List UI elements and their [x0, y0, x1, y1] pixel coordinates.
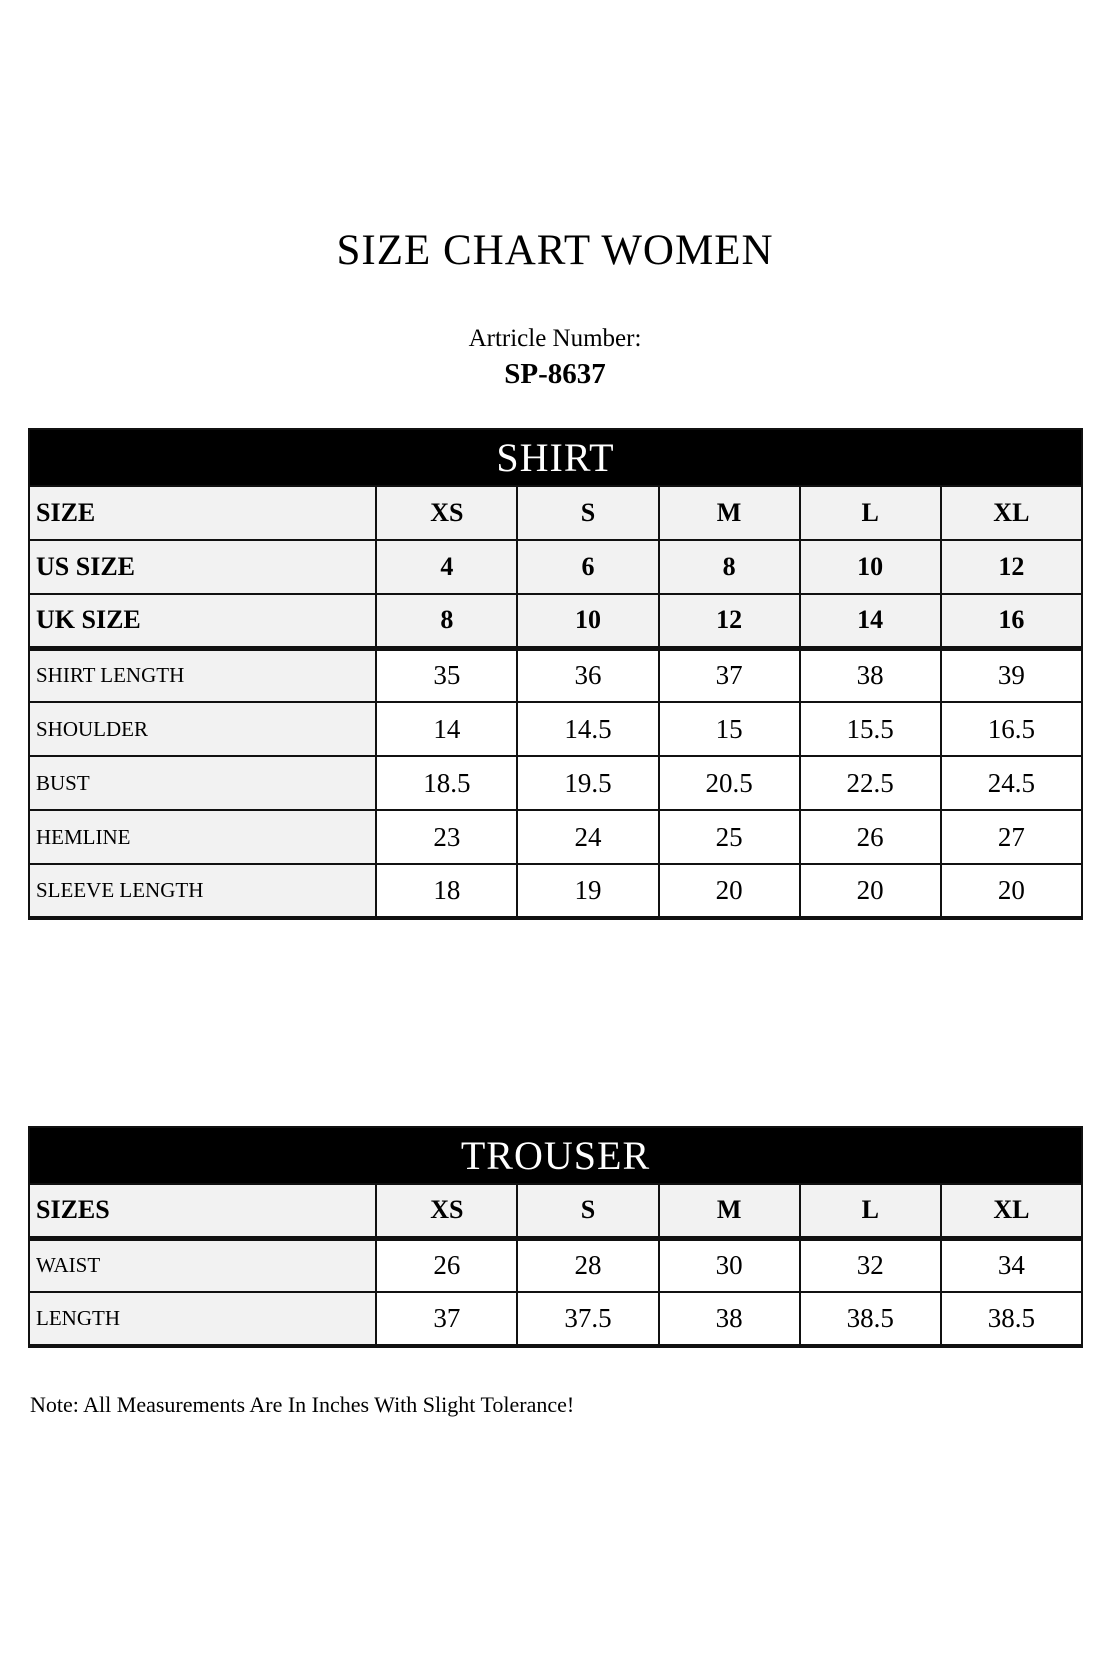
size-cell: 6 [517, 540, 658, 594]
row-label: UK SIZE [29, 594, 376, 648]
measure-cell: 28 [517, 1238, 658, 1292]
measure-cell: 20.5 [659, 756, 800, 810]
size-cell: L [800, 486, 941, 540]
table-row [29, 1292, 1082, 1346]
size-cell: 8 [376, 594, 517, 648]
size-cell: S [517, 1184, 658, 1238]
table-row [29, 648, 1082, 702]
table-row [29, 1184, 1082, 1238]
size-cell: 10 [800, 540, 941, 594]
trouser-table-banner-row [29, 1127, 1082, 1184]
size-cell: XL [941, 1184, 1082, 1238]
measure-cell: 37 [376, 1292, 517, 1346]
measure-cell: 20 [941, 864, 1082, 918]
measure-cell: 37.5 [517, 1292, 658, 1346]
size-cell: XS [376, 486, 517, 540]
table-row [29, 486, 1082, 540]
size-cell: 14 [800, 594, 941, 648]
measure-cell: 26 [376, 1238, 517, 1292]
article-number-label: Artricle Number: [468, 325, 642, 352]
measure-cell: 34 [941, 1238, 1082, 1292]
row-label: WAIST [29, 1238, 376, 1292]
size-cell: XL [941, 486, 1082, 540]
measure-cell: 30 [659, 1238, 800, 1292]
article-number-value: SP-8637 [504, 358, 606, 390]
table-row [29, 864, 1082, 918]
row-label: SIZE [29, 486, 376, 540]
measure-cell: 23 [376, 810, 517, 864]
size-cell: L [800, 1184, 941, 1238]
row-label: SIZES [29, 1184, 376, 1238]
measure-cell: 18.5 [376, 756, 517, 810]
measure-cell: 15 [659, 702, 800, 756]
size-cell: 10 [517, 594, 658, 648]
measure-cell: 22.5 [800, 756, 941, 810]
size-cell: M [659, 1184, 800, 1238]
measure-cell: 16.5 [941, 702, 1082, 756]
size-cell: 12 [941, 540, 1082, 594]
trouser-table-title: TROUSER [29, 1127, 1082, 1184]
row-label: SLEEVE LENGTH [29, 864, 376, 918]
measure-cell: 25 [659, 810, 800, 864]
table-row [29, 1238, 1082, 1292]
size-cell: M [659, 486, 800, 540]
trouser-size-table [28, 1126, 1083, 1348]
page-title: SIZE CHART WOMEN [336, 227, 774, 274]
measure-cell: 36 [517, 648, 658, 702]
measure-cell: 38.5 [800, 1292, 941, 1346]
row-label: SHOULDER [29, 702, 376, 756]
measure-cell: 39 [941, 648, 1082, 702]
measure-cell: 20 [800, 864, 941, 918]
measure-cell: 24.5 [941, 756, 1082, 810]
measure-cell: 14.5 [517, 702, 658, 756]
size-cell: 8 [659, 540, 800, 594]
size-cell: 12 [659, 594, 800, 648]
table-row [29, 702, 1082, 756]
measure-cell: 20 [659, 864, 800, 918]
row-label: US SIZE [29, 540, 376, 594]
row-label: HEMLINE [29, 810, 376, 864]
row-label: LENGTH [29, 1292, 376, 1346]
table-row [29, 540, 1082, 594]
shirt-size-table [28, 428, 1083, 920]
measure-cell: 14 [376, 702, 517, 756]
measure-cell: 32 [800, 1238, 941, 1292]
size-cell: S [517, 486, 658, 540]
measure-cell: 19.5 [517, 756, 658, 810]
measure-cell: 35 [376, 648, 517, 702]
row-label: SHIRT LENGTH [29, 648, 376, 702]
shirt-table-banner-row [29, 429, 1082, 486]
size-cell: 4 [376, 540, 517, 594]
measure-cell: 15.5 [800, 702, 941, 756]
table-row [29, 810, 1082, 864]
measure-cell: 27 [941, 810, 1082, 864]
table-row [29, 594, 1082, 648]
measure-cell: 38.5 [941, 1292, 1082, 1346]
measure-cell: 38 [800, 648, 941, 702]
shirt-table-title: SHIRT [29, 429, 1082, 486]
measure-cell: 37 [659, 648, 800, 702]
measurement-note: Note: All Measurements Are In Inches With Slight Tolerance! [30, 1392, 575, 1417]
size-cell: 16 [941, 594, 1082, 648]
row-label: BUST [29, 756, 376, 810]
measure-cell: 24 [517, 810, 658, 864]
measure-cell: 18 [376, 864, 517, 918]
measure-cell: 26 [800, 810, 941, 864]
table-row [29, 756, 1082, 810]
measure-cell: 19 [517, 864, 658, 918]
size-cell: XS [376, 1184, 517, 1238]
measure-cell: 38 [659, 1292, 800, 1346]
